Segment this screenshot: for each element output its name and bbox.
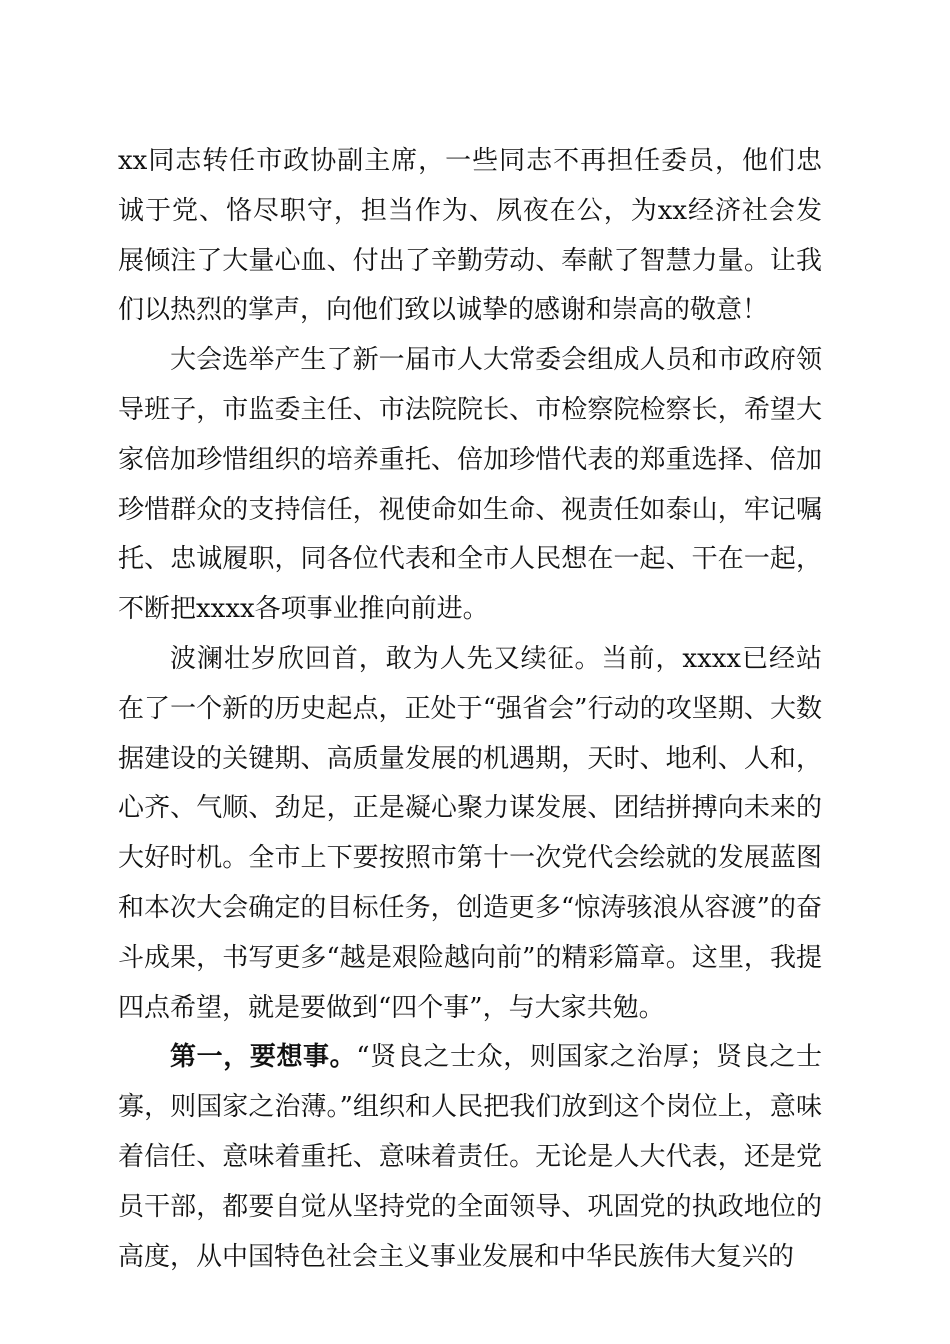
- paragraph-4-text: “贤良之士众，则国家之治厚；贤良之士寡，则国家之治薄。”组织和人民把我们放到这个岗位上，意味着信任、意味着重托、意味着责任。无论是人大代表，还是党员干部，都要自觉从坚持党的全面领导、巩固党的执政地位的高度，从中国特色社会主义事业发展和中华民族伟大复兴的: [118, 1042, 822, 1272]
- paragraph-4-lead: 第一，要想事。: [170, 1042, 357, 1073]
- document-body: [118, 137, 822, 1282]
- paragraph-3: 波澜壮岁欣回首，敢为人先又续征。当前，xxxx已经站在了一个新的历史起点，正处于“强省会”行动的攻坚期、大数据建设的关键期、高质量发展的机遇期，天时、地利、人和，心齐、气顺、劲足，正是凝心聚力谋发展、团结拼搏向未来的大好时机。全市上下要按照市第十一次党代会绘就的发展蓝图和本次大会确定的目标任务，创造更多“惊涛骇浪从容渡”的奋斗成果，书写更多“越是艰险越向前”的精彩篇章。这里，我提四点希望，就是要做到“四个事”，与大家共勉。: [118, 643, 822, 1023]
- paragraph-2: 大会选举产生了新一届市人大常委会组成人员和市政府领导班子，市监委主任、市法院院长、市检察院检察长，希望大家倍加珍惜组织的培养重托、倍加珍惜代表的郑重选择、倍加珍惜群众的支持信任，视使命如生命、视责任如泰山，牢记嘱托、忠诚履职，同各位代表和全市人民想在一起、干在一起，不断把xxxx各项事业推向前进。: [118, 345, 822, 625]
- paragraph-4: [118, 1033, 822, 1282]
- paragraph-1: xx同志转任市政协副主席，一些同志不再担任委员，他们忠诚于党、恪尽职守，担当作为、夙夜在公，为xx经济社会发展倾注了大量心血、付出了辛勤劳动、奉献了智慧力量。让我们以热烈的掌声，向他们致以诚挚的感谢和崇高的敬意！: [118, 146, 822, 326]
